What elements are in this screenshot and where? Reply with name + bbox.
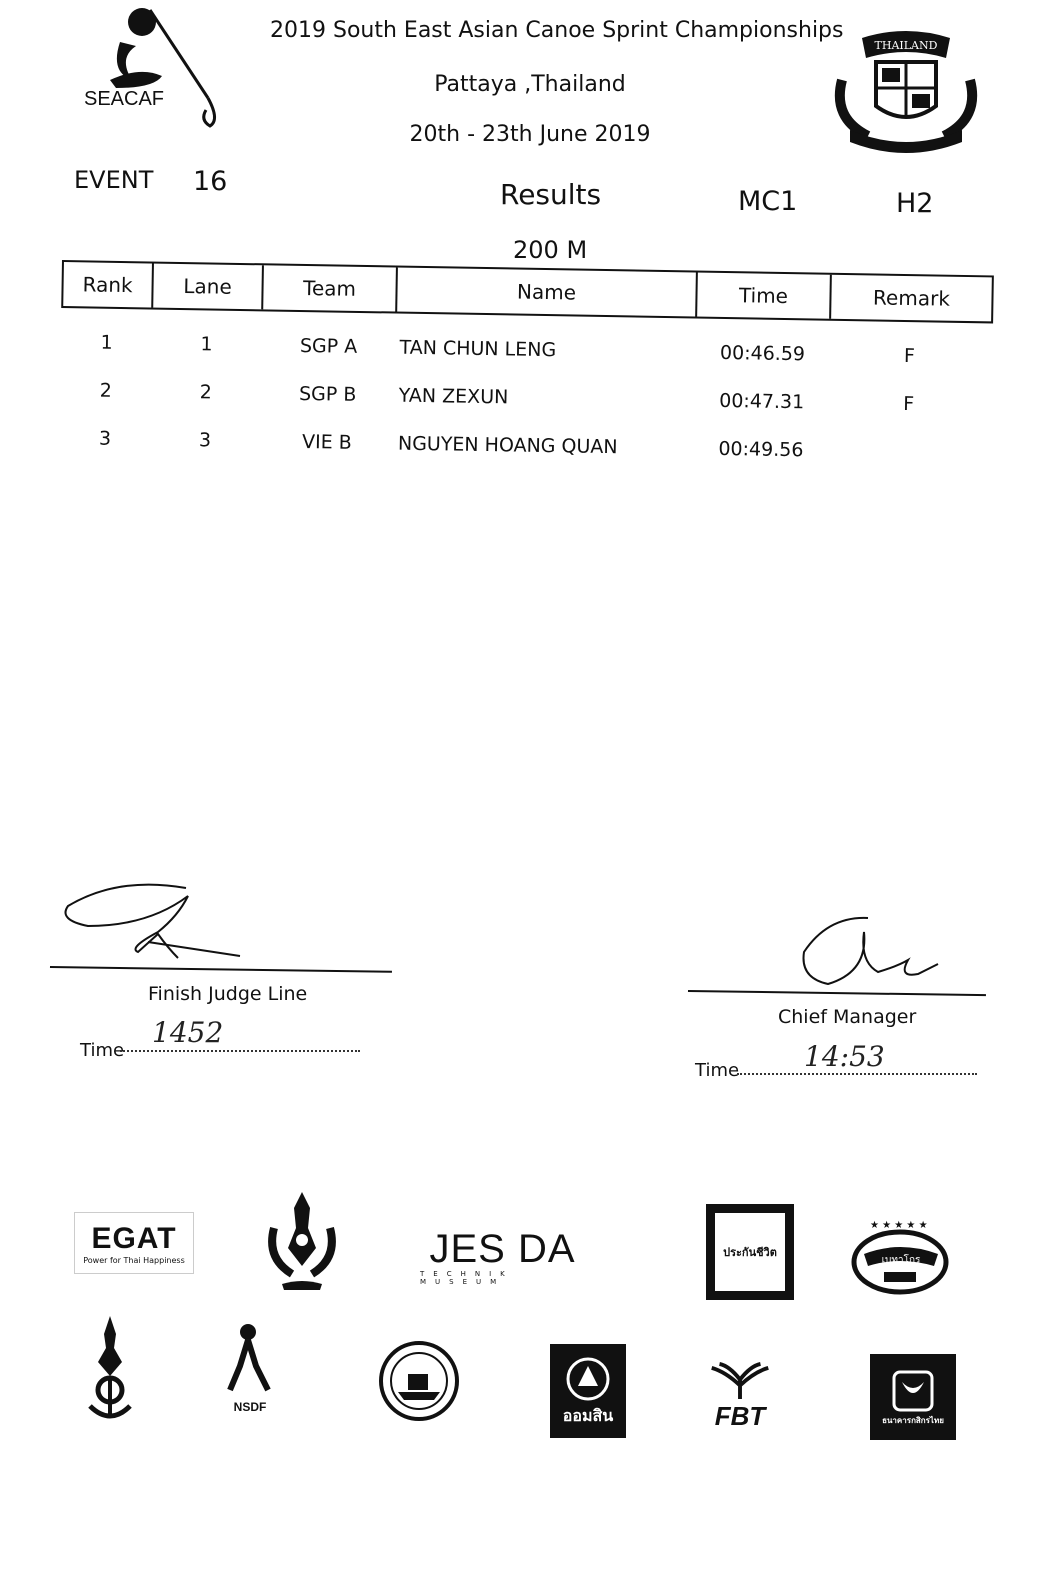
cell-team: SGP A [299, 334, 358, 358]
cell-remark: F [903, 392, 915, 416]
chief-time-dotted-line [737, 1073, 977, 1075]
finish-time-dotted-line [120, 1050, 360, 1052]
gsb-text: ออมสิน [562, 1405, 614, 1425]
header-time: Time [697, 273, 832, 319]
fbt-text: FBT [714, 1401, 766, 1431]
seacaf-logo [70, 2, 230, 132]
fbt-leaves-emblem [705, 1362, 775, 1401]
thailand-crest-logo [822, 18, 990, 158]
distance-label: 200 M [513, 236, 588, 264]
results-table-body [60, 318, 994, 477]
cell-team: SGP B [298, 382, 357, 406]
nsdf-emblem [212, 1320, 288, 1396]
svg-text:★ ★ ★ ★ ★: ★ ★ ★ ★ ★ [870, 1220, 928, 1231]
cell-remark [828, 451, 988, 454]
finish-judge-signature [58, 876, 248, 966]
farm-text: เบทาโกร [881, 1255, 921, 1266]
heat-code: H2 [896, 188, 934, 219]
header-lane: Lane [153, 264, 264, 310]
kasikorn-bank-logo [870, 1354, 956, 1440]
finish-time-value: 1452 [152, 1016, 224, 1049]
class-code: MC1 [738, 186, 798, 217]
cell-lane: 2 [199, 381, 213, 404]
thai-port-logo [378, 1340, 460, 1422]
chief-time-label: Time [695, 1060, 740, 1081]
jesada-museum-logo [420, 1228, 585, 1284]
finish-time-label: Time [80, 1040, 125, 1061]
event-number: 16 [193, 166, 228, 197]
thai-sports-authority-logo [262, 1188, 342, 1292]
egat-tagline: Power for Thai Happiness [83, 1255, 185, 1265]
event-dates: 20th - 23th June 2019 [409, 122, 651, 147]
life-insurance-logo [706, 1204, 794, 1300]
gsb-bank-logo [550, 1344, 626, 1438]
kbank-text: ธนาคารกสิกรไทย [882, 1415, 944, 1425]
crest-text: THAILAND [874, 39, 938, 52]
cell-time: 00:47.31 [719, 389, 805, 414]
cell-time: 00:46.59 [719, 341, 806, 366]
finish-judge-signature-line [50, 966, 392, 973]
gsb-emblem [563, 1354, 613, 1404]
life-insurance-text: ประกันชีวิต [715, 1213, 785, 1291]
royal-navy-logo [84, 1314, 136, 1426]
cell-lane: 3 [198, 429, 212, 452]
cell-name: YAN ZEXUN [398, 384, 509, 409]
cell-lane: 1 [200, 333, 213, 356]
cell-name: TAN CHUN LENG [399, 336, 557, 362]
seacaf-label: SEACAF [84, 88, 165, 110]
header-remark: Remark [872, 285, 951, 311]
finish-judge-label: Finish Judge Line [148, 983, 308, 1005]
jesada-subtitle: TECHNIK MUSEUM [420, 1269, 514, 1286]
kbank-emblem [890, 1368, 936, 1414]
nsdf-text: NSDF [233, 1400, 267, 1414]
cell-name: NGUYEN HOANG QUAN [397, 432, 618, 459]
cell-rank: 3 [98, 427, 112, 450]
cell-rank: 2 [99, 379, 113, 402]
event-title: 2019 South East Asian Canoe Sprint Championships [270, 18, 844, 43]
egat-name: EGAT [91, 1221, 177, 1255]
cell-remark: F [903, 344, 916, 368]
results-label: Results [500, 178, 602, 211]
cell-time: 00:49.56 [718, 437, 804, 462]
header-team: Team [263, 265, 398, 311]
fbt-logo [700, 1362, 780, 1432]
nsdf-logo [212, 1320, 288, 1430]
cell-team: VIE B [301, 430, 352, 454]
header-name: Name [397, 268, 698, 317]
betagro-farm-logo [850, 1218, 952, 1302]
event-label: EVENT [74, 166, 154, 194]
jesada-name: JES DA [429, 1226, 576, 1271]
header-rank: Rank [63, 262, 154, 307]
chief-time-value: 14:53 [804, 1040, 885, 1073]
cell-rank: 1 [100, 331, 113, 354]
egat-logo [74, 1212, 194, 1274]
chief-manager-label: Chief Manager [778, 1006, 917, 1028]
chief-manager-signature [798, 912, 943, 992]
event-location: Pattaya ,Thailand [434, 72, 626, 97]
